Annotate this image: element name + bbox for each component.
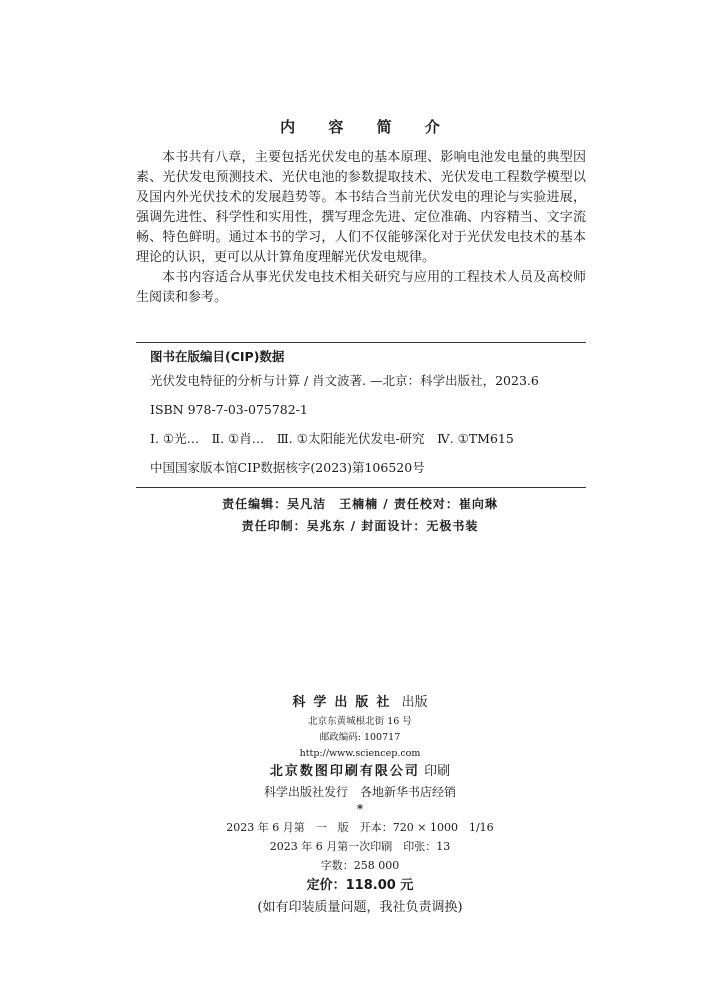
intro-paragraph: 本书内容适合从事光伏发电技术相关研究与应用的工程技术人员及高校师生阅读和参考。	[136, 270, 586, 305]
editorial-credits	[0, 493, 720, 537]
cip-title-line: 光伏发电特征的分析与计算 / 肖文波著. —北京：科学出版社，2023.6	[150, 373, 539, 388]
word-count-line: 字数：258 000	[320, 859, 400, 872]
cip-data-block	[136, 342, 586, 488]
edition-line: 2023 年 6 月第 一 版 开本：720 × 1000 1/16	[226, 821, 494, 834]
cip-isbn-line: ISBN 978-7-03-075782-1	[150, 402, 308, 417]
printer-line	[0, 762, 720, 782]
publisher-url: http://www.sciencep.com	[299, 748, 421, 759]
postcode: 邮政编码: 100717	[319, 732, 401, 743]
cip-classification-line: Ⅰ. ①光… Ⅱ. ①肖… Ⅲ. ①太阳能光伏发电-研究 Ⅳ. ①TM615	[150, 431, 514, 446]
publisher-logo-text: 科学出版社	[292, 695, 398, 710]
distribution-line: 科学出版社发行 各地新华书店经销	[263, 785, 456, 799]
credits-line: 责任印制：吴兆东 / 封面设计：无极书装	[241, 519, 479, 533]
printer-suffix: 印刷	[424, 764, 451, 779]
separator-star: *	[356, 802, 364, 816]
cip-header: 图书在版编目(CIP)数据	[150, 349, 285, 364]
publisher-address: 北京东黄城根北街 16 号	[308, 716, 412, 727]
credits-line: 责任编辑：吴凡洁 王楠楠 / 责任校对：崔向琳	[222, 497, 498, 511]
colophon	[0, 692, 720, 919]
book-introduction	[136, 148, 586, 308]
printing-line: 2023 年 6 月第一次印刷 印张：13	[269, 840, 451, 853]
cip-record-number-line: 中国国家版本馆CIP数据核字(2023)第106520号	[150, 460, 425, 475]
publisher-suffix: 出版	[401, 695, 428, 710]
quality-note: (如有印装质量问题，我社负责调换)	[257, 900, 463, 915]
publisher-line	[0, 692, 720, 714]
price-line: 定价：118.00 元	[306, 878, 414, 893]
printer-logo-text: 北京数图印刷有限公司	[269, 764, 420, 779]
intro-paragraph: 本书共有八章，主要包括光伏发电的基本原理、影响电池发电量的典型因素、光伏发电预测技术、光伏电池的参数提取技术、光伏发电工程数学模型以及国内外光伏技术的发展趋势等。本书结合当前光伏发电的理论与实验进展，强调先进性、科学性和实用性，撰写理念先进、定位准确、内容精当、文字流畅、特色鲜明。通过本书的学习，人们不仅能够深化对于光伏发电技术的基本理论的认识，更可以从计算角度理解光伏发电规律。	[136, 150, 586, 265]
page-title: 内 容 简 介	[280, 118, 454, 136]
